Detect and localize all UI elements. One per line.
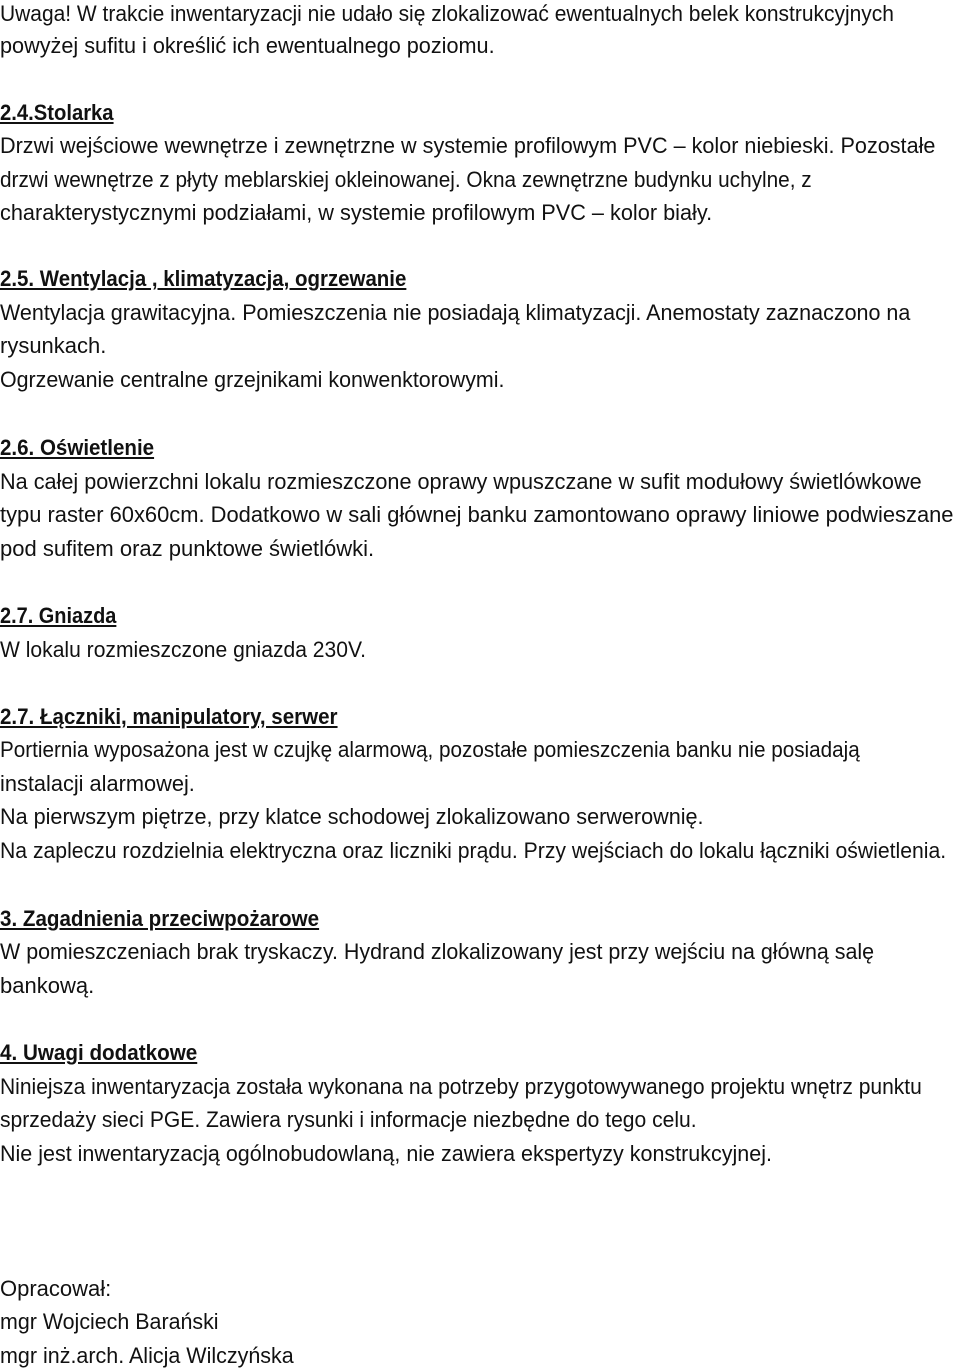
- text-line: Nie jest inwentaryzacją ogólnobudowlaną, nie zawiera ekspertyzy konstrukcyjnej.: [0, 1141, 772, 1166]
- text-line: W pomieszczeniach brak tryskaczy. Hydrand zlokalizowany jest przy wejściu na główną salę: [0, 939, 875, 964]
- text-line: Portiernia wyposażona jest w czujkę alarmową, pozostałe pomieszczenia banku nie posiadają: [0, 737, 860, 762]
- text-line: Na pierwszym piętrze, przy klatce schodowej zlokalizowano serwerownię.: [0, 804, 704, 829]
- text-line: charakterystycznymi podziałami, w systemie profilowym PVC – kolor biały.: [0, 200, 713, 225]
- section-heading: 2.7. Łączniki, manipulatory, serwer: [0, 704, 338, 729]
- section-heading: 2.6. Oświetlenie: [0, 435, 155, 460]
- author-name: mgr inż.arch. Alicja Wilczyńska: [0, 1343, 294, 1368]
- text-line: sprzedaży sieci PGE. Zawiera rysunki i informacje niezbędne do tego celu.: [0, 1107, 697, 1132]
- text-line: Uwaga! W trakcie inwentaryzacji nie udało się zlokalizować ewentualnych belek konstrukcyjnych: [0, 1, 894, 26]
- text-line: Na zapleczu rozdzielnia elektryczna oraz liczniki prądu. Przy wejściach do lokalu łączniki oświetlenia.: [0, 838, 947, 863]
- text-line: W lokalu rozmieszczone gniazda 230V.: [0, 637, 366, 662]
- text-line: drzwi wewnętrze z płyty meblarskiej okleinowanej. Okna zewnętrzne budynku uchylne, z: [0, 167, 812, 192]
- author-label: Opracował:: [0, 1276, 112, 1301]
- section-heading: 2.5. Wentylacja , klimatyzacja, ogrzewanie: [0, 266, 407, 291]
- text-line: powyżej sufitu i określić ich ewentualnego poziomu.: [0, 33, 495, 58]
- text-line: Niniejsza inwentaryzacja została wykonana na potrzeby przygotowywanego projektu wnętrz punktu: [0, 1074, 922, 1099]
- text-line: pod sufitem oraz punktowe świetlówki.: [0, 536, 375, 561]
- text-line: typu raster 60x60cm. Dodatkowo w sali głównej banku zamontowano oprawy liniowe podwieszane: [0, 502, 954, 527]
- text-line: Ogrzewanie centralne grzejnikami konwenktorowymi.: [0, 367, 505, 392]
- text-line: bankową.: [0, 973, 95, 998]
- text-line: Drzwi wejściowe wewnętrze i zewnętrzne w systemie profilowym PVC – kolor niebieski. Pozostałe: [0, 133, 936, 158]
- section-heading: 4. Uwagi dodatkowe: [0, 1040, 198, 1065]
- text-line: rysunkach.: [0, 333, 107, 358]
- text-line: Wentylacja grawitacyjna. Pomieszczenia nie posiadają klimatyzacji. Anemostaty zaznaczono na: [0, 300, 911, 325]
- text-line: instalacji alarmowej.: [0, 771, 195, 796]
- section-heading: 2.4.Stolarka: [0, 100, 114, 125]
- section-heading: 2.7. Gniazda: [0, 603, 117, 628]
- section-heading: 3. Zagadnienia przeciwpożarowe: [0, 906, 320, 931]
- author-name: mgr Wojciech Barański: [0, 1309, 219, 1334]
- text-line: Na całej powierzchni lokalu rozmieszczone oprawy wpuszczane w sufit modułowy świetlówkowe: [0, 469, 922, 494]
